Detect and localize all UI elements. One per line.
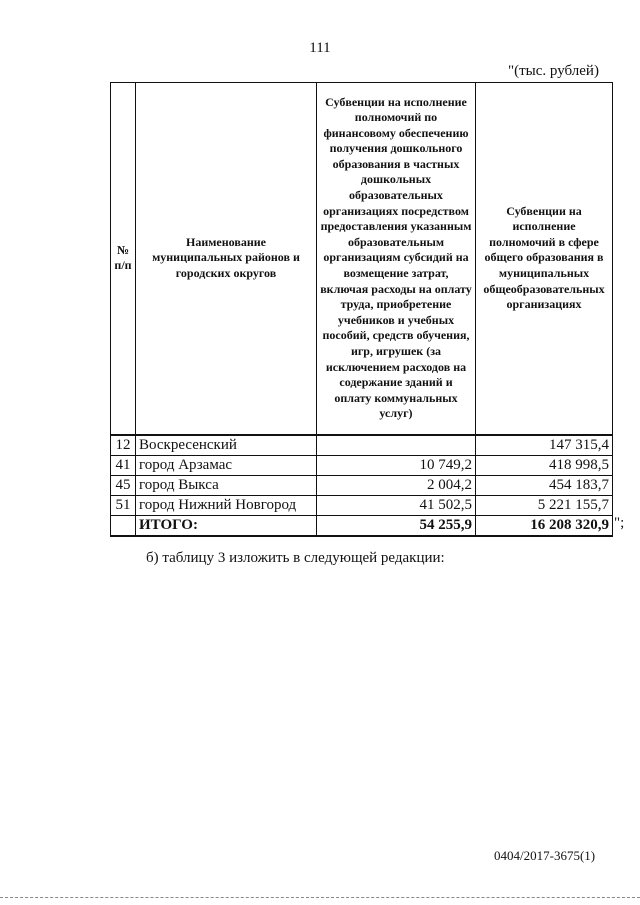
row-preschool-value: 2 004,2 (317, 475, 476, 495)
row-name: город Выкса (136, 475, 317, 495)
document-code: 0404/2017-3675(1) (494, 848, 596, 863)
row-general-value: 418 998,5 (476, 455, 613, 475)
header-number: № п/п (111, 83, 136, 435)
page-number: 111 (309, 40, 331, 56)
closing-quote: "; (614, 515, 625, 531)
row-preschool-value (317, 435, 476, 456)
row-name: город Нижний Новгород (136, 495, 317, 515)
row-number: 12 (111, 435, 136, 456)
row-general-value: 5 221 155,7 (476, 495, 613, 515)
row-number: 51 (111, 495, 136, 515)
row-name: Воскресенский (136, 435, 317, 456)
table-row (111, 495, 613, 515)
table-total-row (111, 515, 613, 536)
amendment-paragraph: б) таблицу 3 изложить в следующей редакции: (146, 550, 445, 566)
row-general-value: 454 183,7 (476, 475, 613, 495)
row-number: 41 (111, 455, 136, 475)
header-name: Наименование муниципальных районов и городских округов (136, 83, 317, 435)
unit-note: "(тыс. рублей) (508, 63, 599, 79)
subventions-table (110, 82, 613, 537)
row-name: город Арзамас (136, 455, 317, 475)
header-general-subventions: Субвенции на исполнение полномочий в сфере общего образования в муниципальных общеобразовательных организациях (476, 83, 613, 435)
row-number: 45 (111, 475, 136, 495)
page-edge-divider (0, 897, 640, 898)
header-preschool-subventions: Субвенции на исполнение полномочий по финансовому обеспечению получения дошкольного образования в частных дошкольных образовательных организациях посредством предоставления указанным образовательным организациям субсидий на возмещение затрат, включая расходы на оплату труда, приобретение учебников и учебных пособий, средств обучения, игр, игрушек (за исключением расходов на содержание зданий и оплату коммунальных услуг) (317, 83, 476, 435)
table-row (111, 455, 613, 475)
row-preschool-value: 10 749,2 (317, 455, 476, 475)
table-row (111, 475, 613, 495)
total-general-value: 16 208 320,9 (476, 515, 613, 536)
total-label: ИТОГО: (136, 515, 317, 536)
total-number (111, 515, 136, 536)
total-preschool-value: 54 255,9 (317, 515, 476, 536)
row-preschool-value: 41 502,5 (317, 495, 476, 515)
row-general-value: 147 315,4 (476, 435, 613, 456)
table-header-row (111, 83, 613, 435)
table-row (111, 435, 613, 456)
